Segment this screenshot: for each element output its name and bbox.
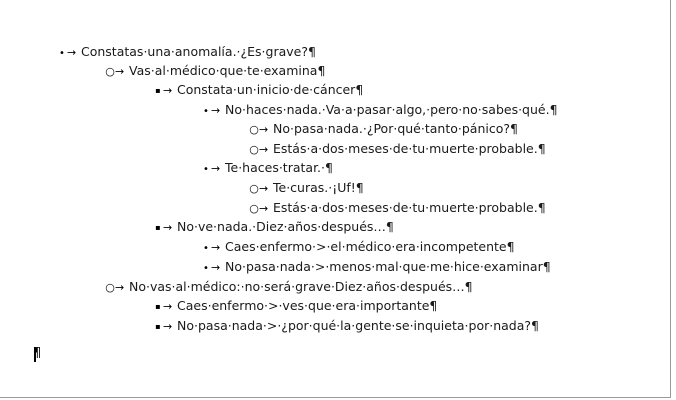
list-item-text: Te·haces·tratar.·¶ <box>225 160 333 175</box>
tab-arrow-icon: → <box>163 84 173 97</box>
filled-square-bullet-icon: ▪ <box>155 223 161 232</box>
filled-square-bullet-icon: ▪ <box>155 302 161 311</box>
list-item[interactable] <box>57 42 316 61</box>
list-item-text: No·haces·nada.·Va·a·pasar·algo,·pero·no·sabes·qué.¶ <box>225 102 558 117</box>
tab-arrow-icon: → <box>259 123 269 136</box>
list-item-text: Estás·a·dos·meses·de·tu·muerte·probable.¶ <box>273 141 546 156</box>
list-item[interactable] <box>105 61 325 80</box>
filled-square-bullet-icon: ▪ <box>155 86 161 95</box>
list-item[interactable] <box>249 119 518 138</box>
filled-circle-bullet-icon: • <box>203 243 209 254</box>
tab-arrow-icon: → <box>211 241 221 254</box>
list-item[interactable] <box>249 139 546 158</box>
hollow-circle-bullet-icon: ○ <box>105 65 115 78</box>
list-item-text: Te·curas.·¡Uf!¶ <box>273 180 364 195</box>
tab-arrow-icon: → <box>115 65 125 78</box>
tab-arrow-icon: → <box>211 261 221 274</box>
tab-arrow-icon: → <box>163 300 173 313</box>
tab-arrow-icon: → <box>163 221 173 234</box>
hollow-circle-bullet-icon: ○ <box>249 123 259 136</box>
hollow-circle-bullet-icon: ○ <box>105 281 115 294</box>
tab-arrow-icon: → <box>211 162 221 175</box>
hollow-circle-bullet-icon: ○ <box>249 143 259 156</box>
tab-arrow-icon: → <box>211 104 221 117</box>
list-item-text: No·pasa·nada·>·menos·mal·que·me·hice·examinar¶ <box>225 259 551 274</box>
list-item-text: No·vas·al·médico:·no·será·grave·Diez·años·después…¶ <box>129 279 473 294</box>
list-item-text: Caes·enfermo·>·ves·que·era·importante¶ <box>177 298 438 313</box>
list-item-text: No·pasa·nada·>·¿por·qué·la·gente·se·inquieta·por·nada?¶ <box>177 318 539 333</box>
tab-arrow-icon: → <box>259 143 269 156</box>
hollow-circle-bullet-icon: ○ <box>249 182 259 195</box>
tab-arrow-icon: → <box>115 281 125 294</box>
list-item[interactable] <box>153 217 394 236</box>
list-item[interactable] <box>201 100 558 119</box>
list-item[interactable] <box>153 316 539 335</box>
list-item[interactable] <box>249 198 546 217</box>
filled-circle-bullet-icon: • <box>203 263 209 274</box>
list-item-text: Vas·al·médico·que·te·examina¶ <box>129 63 326 78</box>
empty-paragraph-pilcrow[interactable]: ¶ <box>33 346 42 361</box>
list-item-text: Estás·a·dos·meses·de·tu·muerte·probable.¶ <box>273 200 546 215</box>
filled-square-bullet-icon: ▪ <box>155 322 161 331</box>
list-item[interactable] <box>105 277 473 296</box>
tab-arrow-icon: → <box>259 182 269 195</box>
list-item-text: Constatas·una·anomalía.·¿Es·grave?¶ <box>81 44 316 59</box>
list-item[interactable] <box>201 158 333 177</box>
list-item-text: Constata·un·inicio·de·cáncer¶ <box>177 82 364 97</box>
tab-arrow-icon: → <box>67 46 77 59</box>
list-item-text: No·ve·nada.·Diez·años·después…¶ <box>177 219 394 234</box>
tab-arrow-icon: → <box>259 202 269 215</box>
filled-circle-bullet-icon: • <box>203 106 209 117</box>
list-item[interactable] <box>153 80 363 99</box>
hollow-circle-bullet-icon: ○ <box>249 202 259 215</box>
list-item-text: Caes·enfermo·>·el·médico·era·incompetente¶ <box>225 239 515 254</box>
filled-circle-bullet-icon: • <box>203 164 209 175</box>
list-item-text: No·pasa·nada.·¿Por·qué·tanto·pánico?¶ <box>273 121 518 136</box>
tab-arrow-icon: → <box>163 320 173 333</box>
list-item[interactable] <box>153 296 437 315</box>
list-item[interactable] <box>201 257 551 276</box>
list-item[interactable] <box>201 237 515 256</box>
list-item[interactable] <box>249 178 364 197</box>
filled-circle-bullet-icon: • <box>59 48 65 59</box>
